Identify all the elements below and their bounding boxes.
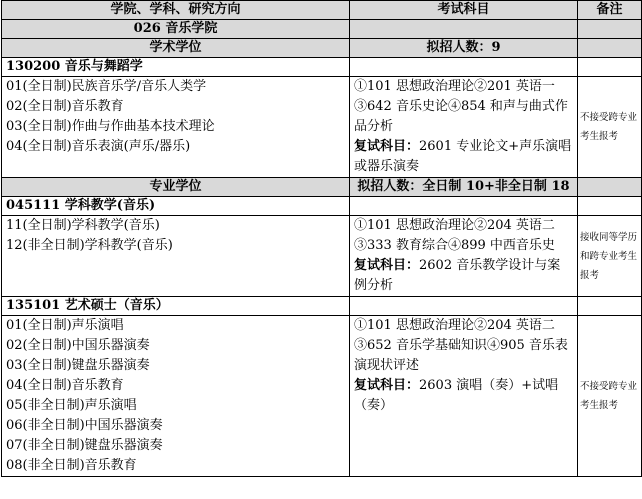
- header-remarks: 备注: [578, 1, 642, 20]
- direction-item: 03(全日制)键盘乐器演奏: [6, 358, 150, 373]
- direction-item: 12(非全日制)学科教学(音乐): [6, 238, 173, 253]
- academic-degree-row: [2, 39, 642, 58]
- direction-item: 02(全日制)中国乐器演奏: [6, 338, 150, 353]
- program-1-body-row: [2, 77, 642, 178]
- program-title-row: [2, 58, 642, 77]
- academic-note-empty: [578, 39, 642, 58]
- program-3-body-row: [2, 316, 642, 477]
- direction-item: 01(全日制)民族音乐学/音乐人类学: [6, 79, 207, 94]
- program-title-row: [2, 297, 642, 316]
- direction-item: 02(全日制)音乐教育: [6, 99, 124, 114]
- retest-label: 复试科目：: [354, 378, 420, 393]
- retest-label: 复试科目：: [354, 139, 420, 154]
- program-1-note: 不接受跨专业考生报考: [578, 77, 642, 178]
- program-2-note: 接收同等学历和跨专业考生报考: [578, 216, 642, 297]
- retest-subjects-text: 2602 音乐教学设计与案例分析: [354, 258, 561, 293]
- exam-subjects-text: ①101 思想政治理论②204 英语二③652 音乐学基础知识④905 音乐表演现状评述: [354, 318, 568, 373]
- program-1-title-note-empty: [578, 58, 642, 77]
- exam-subjects-text: ①101 思想政治理论②201 英语一③642 音乐史论④854 和声与曲式作品分析: [354, 79, 568, 134]
- program-1-exams: [350, 77, 578, 178]
- program-2-directions: [2, 216, 350, 297]
- header-exam-subjects: 考试科目: [350, 1, 578, 20]
- professional-note-empty: [578, 178, 642, 197]
- program-3-title: 135101 艺术硕士（音乐）: [2, 297, 350, 316]
- direction-item: 06(非全日制)中国乐器演奏: [6, 418, 163, 433]
- program-3-directions: [2, 316, 350, 477]
- header-college-subject-direction: 学院、学科、研究方向: [2, 1, 350, 20]
- professional-quota: 拟招人数：全日制 10+非全日制 18: [350, 178, 578, 197]
- program-title-row: [2, 197, 642, 216]
- exam-subjects-text: ①101 思想政治理论②204 英语二③333 教育综合④899 中西音乐史: [354, 218, 555, 253]
- direction-item: 03(全日制)作曲与作曲基本技术理论: [6, 119, 215, 134]
- professional-degree-row: [2, 178, 642, 197]
- program-2-title: 045111 学科教学(音乐): [2, 197, 350, 216]
- college-row: [2, 20, 642, 39]
- retest-subjects-text: 2603 演唱（奏）+试唱（奏）: [354, 378, 559, 413]
- retest-subjects-text: 2601 专业论文+声乐演唱或器乐演奏: [354, 139, 572, 174]
- program-1-directions: [2, 77, 350, 178]
- direction-item: 08(非全日制)音乐教育: [6, 458, 137, 473]
- program-3-title-exam-empty: [350, 297, 578, 316]
- program-3-note: 不接受跨专业考生报考: [578, 316, 642, 477]
- college-exam-empty: [350, 20, 578, 39]
- academic-quota: 拟招人数：9: [350, 39, 578, 58]
- professional-degree-label: 专业学位: [2, 178, 350, 197]
- college-name: 026 音乐学院: [2, 20, 350, 39]
- program-1-title: 130200 音乐与舞蹈学: [2, 58, 350, 77]
- program-3-exams: [350, 316, 578, 477]
- program-2-title-exam-empty: [350, 197, 578, 216]
- direction-item: 01(全日制)声乐演唱: [6, 318, 124, 333]
- table-header-row: [2, 1, 642, 20]
- direction-item: 04(全日制)音乐表演(声乐/器乐): [6, 139, 191, 154]
- program-2-exams: [350, 216, 578, 297]
- program-2-title-note-empty: [578, 197, 642, 216]
- academic-degree-label: 学术学位: [2, 39, 350, 58]
- direction-item: 05(非全日制)声乐演唱: [6, 398, 137, 413]
- direction-item: 07(非全日制)键盘乐器演奏: [6, 438, 163, 453]
- enrollment-table: [1, 0, 642, 477]
- direction-item: 04(全日制)音乐教育: [6, 378, 124, 393]
- college-note-empty: [578, 20, 642, 39]
- program-1-title-exam-empty: [350, 58, 578, 77]
- program-2-body-row: [2, 216, 642, 297]
- retest-label: 复试科目：: [354, 258, 420, 273]
- program-3-title-note-empty: [578, 297, 642, 316]
- direction-item: 11(全日制)学科教学(音乐): [6, 218, 160, 233]
